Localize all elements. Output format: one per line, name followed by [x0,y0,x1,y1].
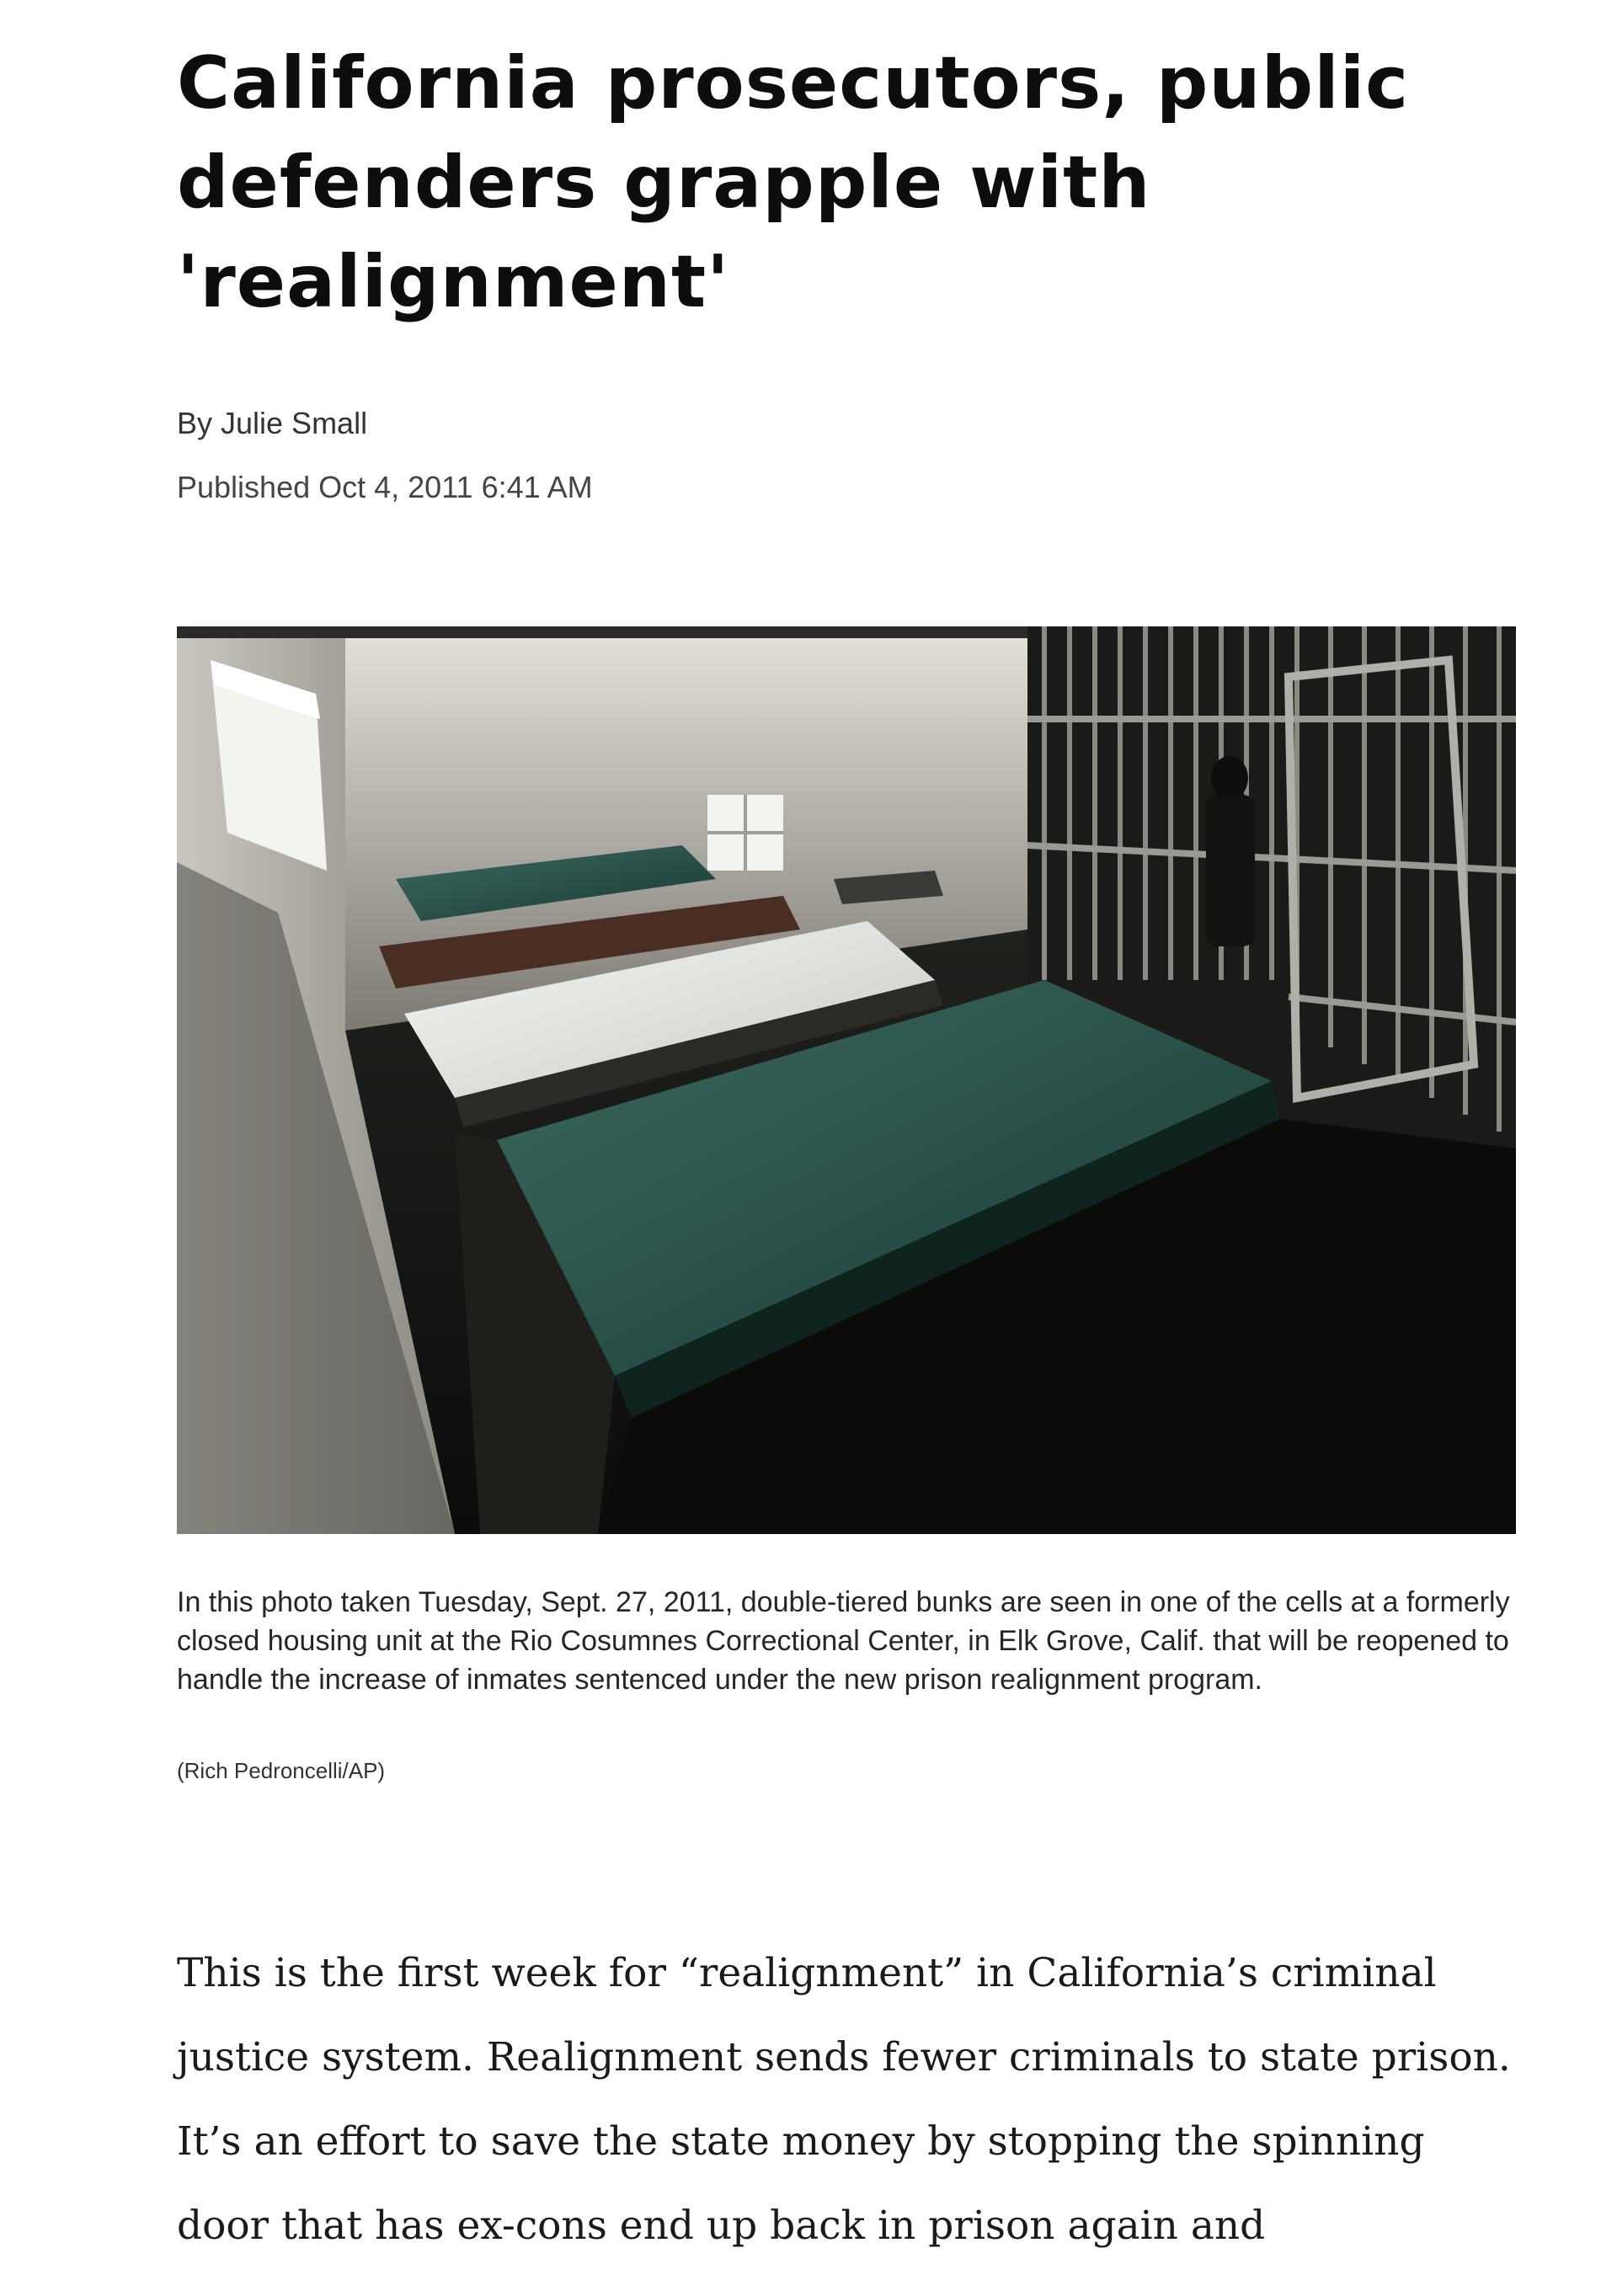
headline: California prosecutors, public defenders grapple with 'realignment' [177,41,1410,324]
article [177,34,1516,2249]
published-date: Published Oct 4, 2011 6:41 AM [177,470,593,504]
article-body-paragraph: This is the first week for “realignment” in California’s criminal justice system. Realignment sends fewer criminals to state prison. It’s an effort to save the state money by stopping the spinning door that has ex-cons end up back in prison again and [177,1950,1511,2249]
byline: By Julie Small [177,406,368,440]
photo-credit: (Rich Pedroncelli/AP) [177,1758,386,1783]
article-photo [177,626,1516,1534]
photo-caption: In this photo taken Tuesday, Sept. 27, 2011, double-tiered bunks are seen in one of the cells at a formerly closed housing unit at the Rio Cosumnes Correctional Center, in Elk Grove, Calif. that will be reopened to handle the increase of inmates sentenced under the new prison realignment program. [177,1586,1510,1696]
